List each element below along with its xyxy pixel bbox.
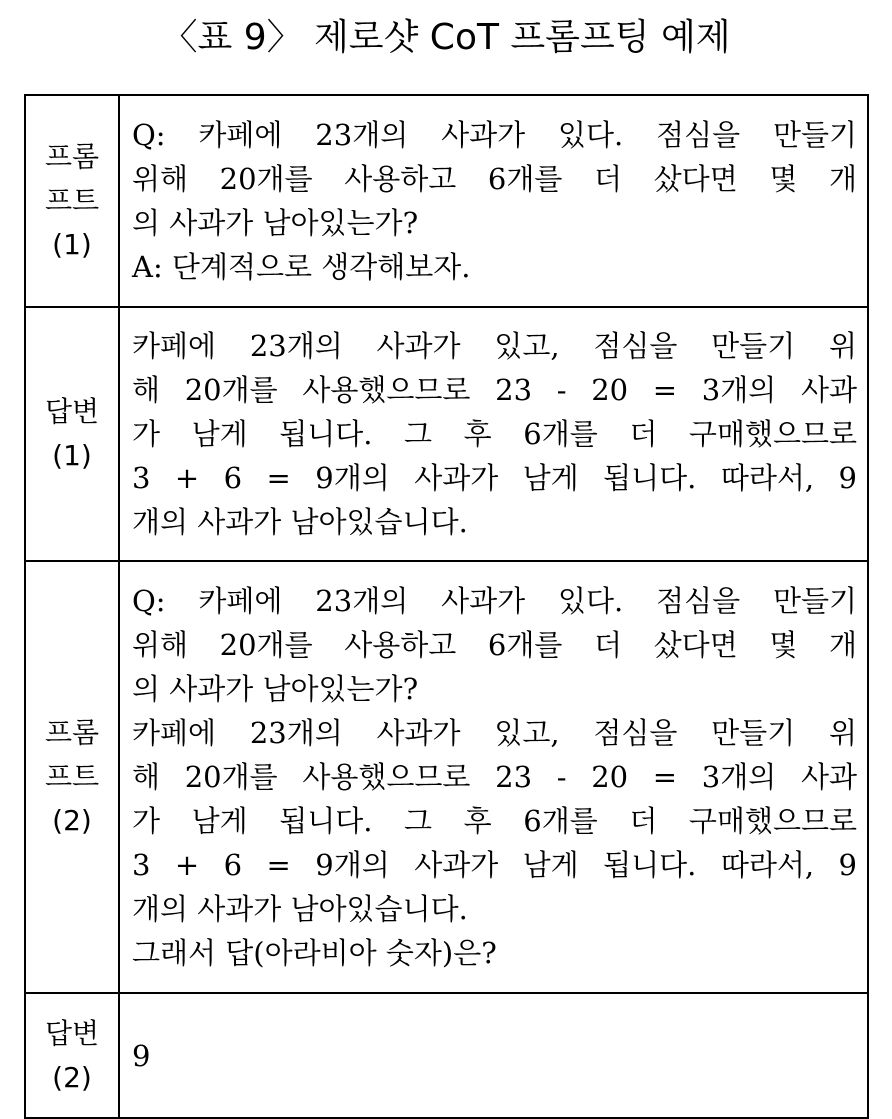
table-row — [25, 307, 868, 561]
text-line: 3 + 6 = 9개의 사과가 남게 됩니다. 따라서, 9 — [132, 848, 857, 882]
text-line: 위해 20개를 사용하고 6개를 더 샀다면 몇 개 — [132, 162, 857, 196]
table-row — [25, 95, 868, 307]
row-label-answer-2 — [25, 993, 119, 1118]
text-line: 해 20개를 사용했으므로 23 - 20 = 3개의 사과 — [132, 760, 857, 794]
row-label-prompt-2 — [25, 561, 119, 993]
text-line: 카페에 23개의 사과가 있고, 점심을 만들기 위 — [132, 329, 857, 363]
text-line: Q: 카페에 23개의 사과가 있다. 점심을 만들기 — [132, 584, 857, 618]
text-line: 3 + 6 = 9개의 사과가 남게 됩니다. 따라서, 9 — [132, 461, 857, 495]
label-line: (2) — [52, 1060, 92, 1094]
row-content-answer-2 — [119, 993, 868, 1118]
text-line: 그래서 답(아라비아 숫자)은? — [132, 936, 497, 970]
row-content-answer-1 — [119, 307, 868, 561]
label-line: (1) — [52, 228, 92, 261]
row-label-prompt-1 — [25, 95, 119, 307]
text-line: Q: 카페에 23개의 사과가 있다. 점심을 만들기 — [132, 118, 857, 152]
table-caption: 〈표 9〉 제로샷 CoT 프롬프팅 예제 — [161, 17, 731, 58]
text-line: 9 — [132, 1038, 151, 1073]
label-line: 프롬 — [44, 716, 100, 749]
text-line: 해 20개를 사용했으므로 23 - 20 = 3개의 사과 — [132, 373, 857, 407]
label-line: 답변 — [44, 1016, 100, 1050]
text-line: 의 사과가 남아있는가? — [132, 672, 419, 706]
text-line: 카페에 23개의 사과가 있고, 점심을 만들기 위 — [132, 716, 857, 750]
row-content-prompt-1 — [119, 95, 868, 307]
zero-shot-cot-example-table — [24, 94, 869, 1119]
label-line: (1) — [52, 439, 92, 472]
text-line: 개의 사과가 남아있습니다. — [132, 892, 468, 926]
text-line: A: 단계적으로 생각해보자. — [132, 250, 471, 284]
label-line: 답변 — [44, 395, 100, 428]
row-content-prompt-2 — [119, 561, 868, 993]
text-line: 개의 사과가 남아있습니다. — [132, 505, 468, 539]
table-row — [25, 993, 868, 1118]
text-line: 의 사과가 남아있는가? — [132, 206, 419, 240]
text-line: 위해 20개를 사용하고 6개를 더 샀다면 몇 개 — [132, 628, 857, 662]
label-line: 프트 — [44, 184, 100, 217]
label-line: 프트 — [44, 760, 100, 793]
text-line: 가 남게 됩니다. 그 후 6개를 더 구매했으므로 — [132, 804, 857, 838]
label-line: (2) — [52, 804, 92, 837]
text-line: 가 남게 됩니다. 그 후 6개를 더 구매했으므로 — [132, 417, 857, 451]
row-label-answer-1 — [25, 307, 119, 561]
label-line: 프롬 — [44, 140, 100, 173]
table-row — [25, 561, 868, 993]
